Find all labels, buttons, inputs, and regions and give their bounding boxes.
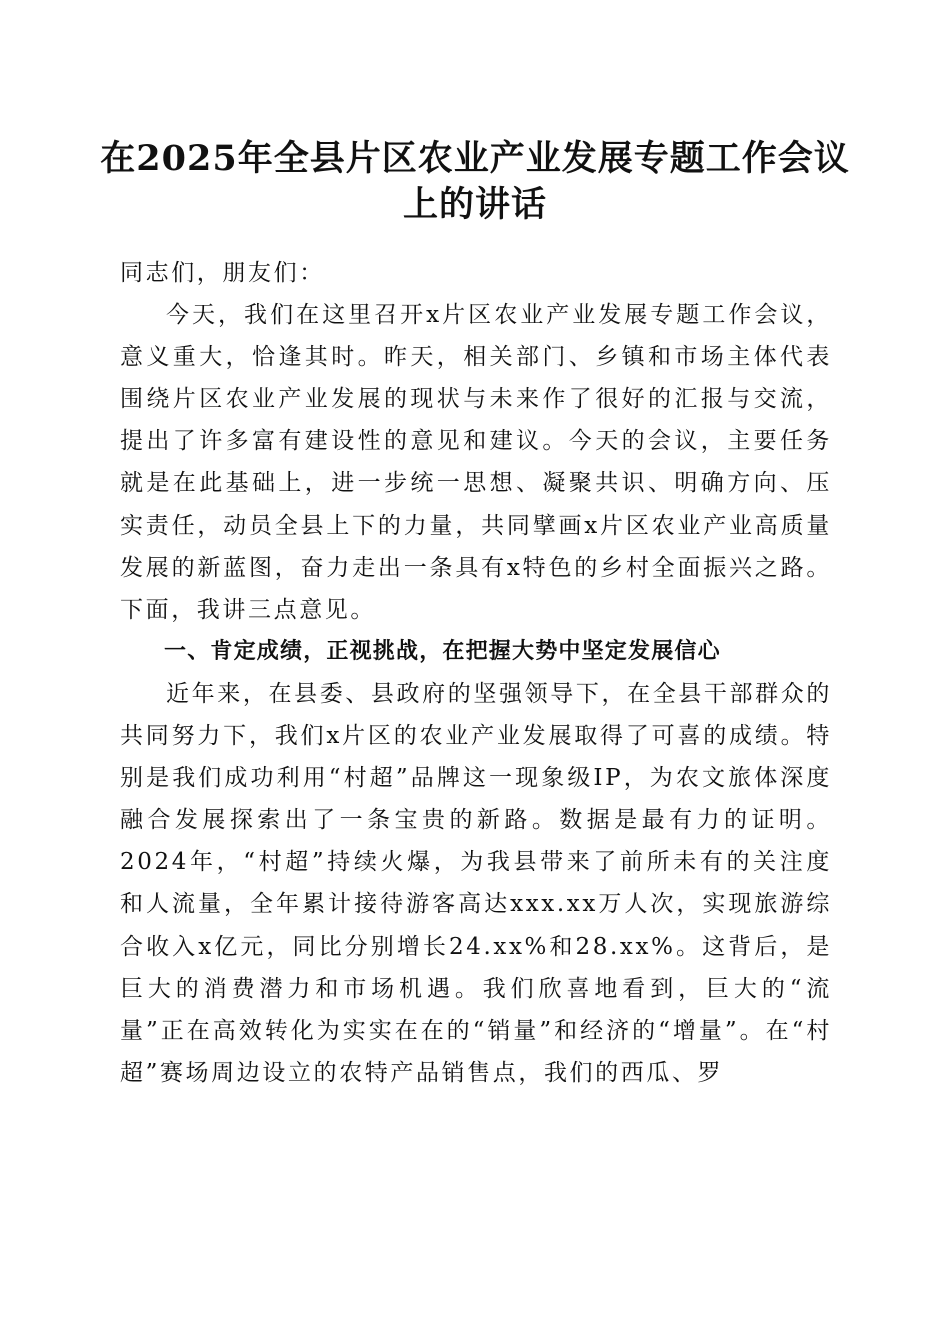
document-title: 在2025年全县片区农业产业发展专题工作会议上的讲话	[100, 138, 850, 225]
section-heading: 一、肯定成绩，正视挑战，在把握大势中坚定发展信心	[164, 638, 721, 664]
document-body	[120, 252, 832, 1094]
intro-paragraph: 今天，我们在这里召开x片区农业产业发展专题工作会议，意义重大，恰逢其时。昨天，相关部门、乡镇和市场主体代表围绕片区农业产业发展的现状与未来作了很好的汇报与交流，提出了许多富有建设性的意见和建议。今天的会议，主要任务就是在此基础上，进一步统一思想、凝聚共识、明确方向、压实责任，动员全县上下的力量，共同擘画x片区农业产业高质量发展的新蓝图，奋力走出一条具有x特色的乡村全面振兴之路。下面，我讲三点意见。	[120, 302, 832, 623]
salutation: 同志们，朋友们：	[120, 260, 325, 286]
section-paragraph: 近年来，在县委、县政府的坚强领导下，在全县干部群众的共同努力下，我们x片区的农业产业发展取得了可喜的成绩。特别是我们成功利用“村超”品牌这一现象级IP，为农文旅体深度融合发展探索出了一条宝贵的新路。数据是最有力的证明。2024年，“村超”持续火爆，为我县带来了前所未有的关注度和人流量，全年累计接待游客高达xxx.xx万人次，实现旅游综合收入x亿元，同比分别增长24.xx%和28.xx%。这背后，是巨大的消费潜力和市场机遇。我们欣喜地看到，巨大的“流量”正在高效转化为实实在在的“销量”和经济的“增量”。在“村超”赛场周边设立的农特产品销售点，我们的西瓜、罗	[120, 680, 832, 1086]
